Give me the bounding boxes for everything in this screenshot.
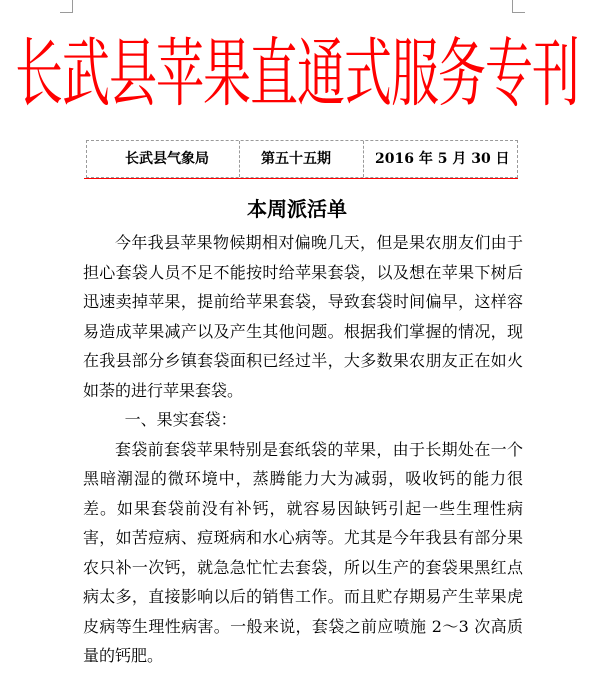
article-title: 本周派活单 bbox=[247, 197, 347, 221]
issue-number: 第五十五期 bbox=[261, 151, 331, 167]
issuing-organization: 长武县气象局 bbox=[125, 151, 209, 167]
article-body bbox=[83, 228, 523, 671]
issue-info-table bbox=[86, 140, 518, 178]
red-separator-line bbox=[84, 178, 518, 179]
issue-date: 2016 年 5 月 30 日 bbox=[375, 151, 510, 167]
section-heading: 一、果实套袋： bbox=[124, 410, 237, 429]
body-paragraph: 今年我县苹果物候期相对偏晚几天，但是果农朋友们由于担心套袋人员不足不能按时给苹果套袋，以及想在苹果下树后迅速卖掉苹果，提前给苹果套袋，导致套袋时间偏早，这样容易造成苹果减产以及产生其他问题。根据我们掌握的情况，现在我县部分乡镇套袋面积已经过半，大多数果农朋友正在如火如荼的进行苹果套袋。 bbox=[83, 233, 523, 400]
table-divider bbox=[363, 141, 364, 177]
table-divider bbox=[239, 141, 240, 177]
body-paragraph: 套袋前套袋苹果特别是套纸袋的苹果，由于长期处在一个黑暗潮湿的微环境中，蒸腾能力大为减弱，吸收钙的能力很差。如果套袋前没有补钙，就容易因缺钙引起一些生理性病害，如苦痘病、痘斑病和水心病等。尤其是今年我县有部分果农只补一次钙，就急急忙忙去套袋，所以生产的套袋果黑红点病太多，直接影响以后的销售工作。而且贮存期易产生苹果虎皮病等生理性病害。一般来说，套袋之前应喷施 2～3 次高质量的钙肥。 bbox=[83, 439, 523, 665]
masthead-title: 长武县苹果直通式服务专刊 bbox=[14, 30, 579, 118]
